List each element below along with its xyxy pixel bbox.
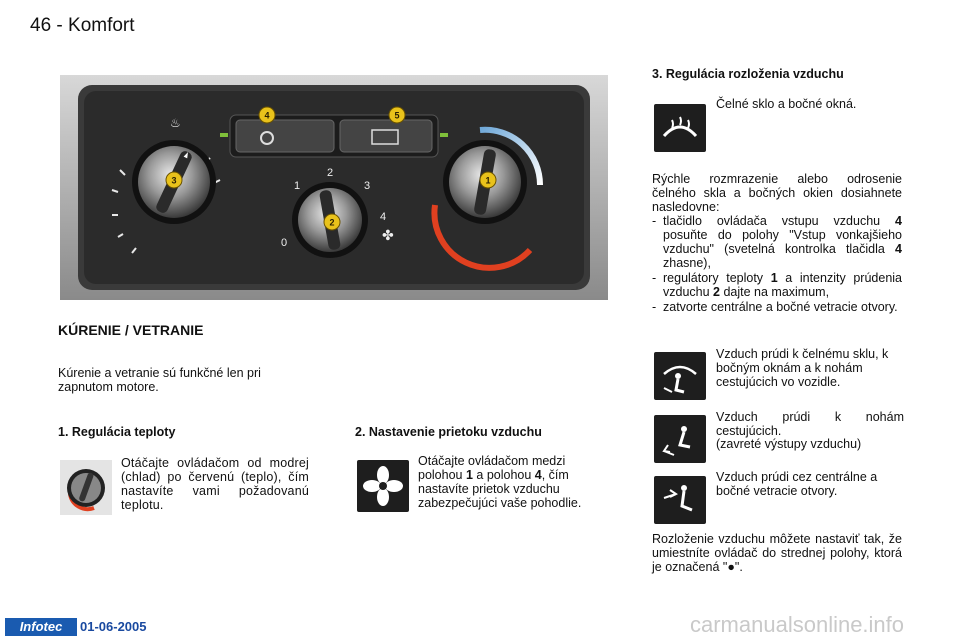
fan-scale-4: 4 [380, 211, 387, 223]
mode-windshield-feet-text: Vzduch prúdi k čelnému sklu, k bočným oknám a k nohám cestujúcich vo vozidle. [716, 347, 889, 389]
temperature-knob-icon [60, 460, 112, 515]
page-title: 46 - Komfort [30, 15, 135, 36]
defrost-step-1: - tlačidlo ovládača vstupu vzduchu 4 posuňte do polohy "Vstup vonkajšieho vzduchu" (svetelná kontrolka tlačidla 4 zhasne), [652, 214, 902, 270]
defrost-step-2: - regulátory teploty 1 a intenzity prúdenia vzduchu 2 dajte na maximum, [652, 271, 902, 299]
defrost-steps [652, 214, 902, 315]
callout-3: 3 [171, 175, 177, 186]
fan-scale-1: 1 [294, 180, 301, 192]
windshield-label: Čelné sklo a bočné okná. [716, 97, 857, 111]
section1-text: Otáčajte ovládačom od modrej (chlad) po červenú (teplo), čím nastavíte vami požadovanú teplotu. [121, 456, 309, 512]
section3-title: 3. Regulácia rozloženia vzduchu [652, 67, 844, 81]
distribution-final-text: Rozloženie vzduchu môžete nastaviť tak, že umiestníte ovládač do strednej polohy, ktorá je označená "●". [652, 532, 902, 574]
control-panel-photo [60, 75, 608, 300]
vent-mode-icon [654, 476, 706, 524]
feet-mode-icon [654, 415, 706, 463]
windshield-defrost-icon [654, 104, 706, 152]
fan-scale-3: 3 [364, 180, 371, 192]
heating-title: KÚRENIE / VETRANIE [58, 322, 204, 338]
infotec-logo: Infotec [5, 618, 77, 636]
fan-scale-2: 2 [327, 167, 334, 179]
fan-scale-0: 0 [281, 237, 288, 249]
fan-icon [357, 460, 409, 512]
callout-2: 2 [329, 217, 335, 228]
defrost-intro: Rýchle rozmrazenie alebo odrosenie čelného skla a bočných okien dosiahnete nasledovne: [652, 172, 902, 214]
footer-date: 01-06-2005 [80, 619, 147, 634]
mode-feet-text: Vzduch prúdi k nohám cestujúcich. [716, 410, 904, 438]
watermark: carmanualsonline.info [690, 612, 905, 637]
callout-5: 5 [394, 110, 400, 121]
section2-text: Otáčajte ovládačom medzi polohou 1 a polohou 4, čím nastavíte prietok vzduchu zabezpečujúci vaše pohodlie. [418, 454, 582, 510]
defrost-step-3: - zatvorte centrálne a bočné vetracie otvory. [652, 300, 902, 314]
section1-title: 1. Regulácia teploty [58, 425, 176, 439]
section2-title: 2. Nastavenie prietoku vzduchu [355, 425, 542, 439]
svg-text:♨: ♨ [170, 116, 181, 130]
heating-intro: Kúrenie a vetranie sú funkčné len pri zapnutom motore. [58, 366, 261, 394]
svg-text:✤: ✤ [382, 228, 394, 244]
mode-feet-note: (zavreté výstupy vzduchu) [716, 437, 862, 451]
mode-vent-text: Vzduch prúdi cez centrálne a bočné vetracie otvory. [716, 470, 878, 498]
callout-1: 1 [485, 175, 491, 186]
windshield-feet-mode-icon [654, 352, 706, 400]
callout-4: 4 [264, 110, 270, 121]
